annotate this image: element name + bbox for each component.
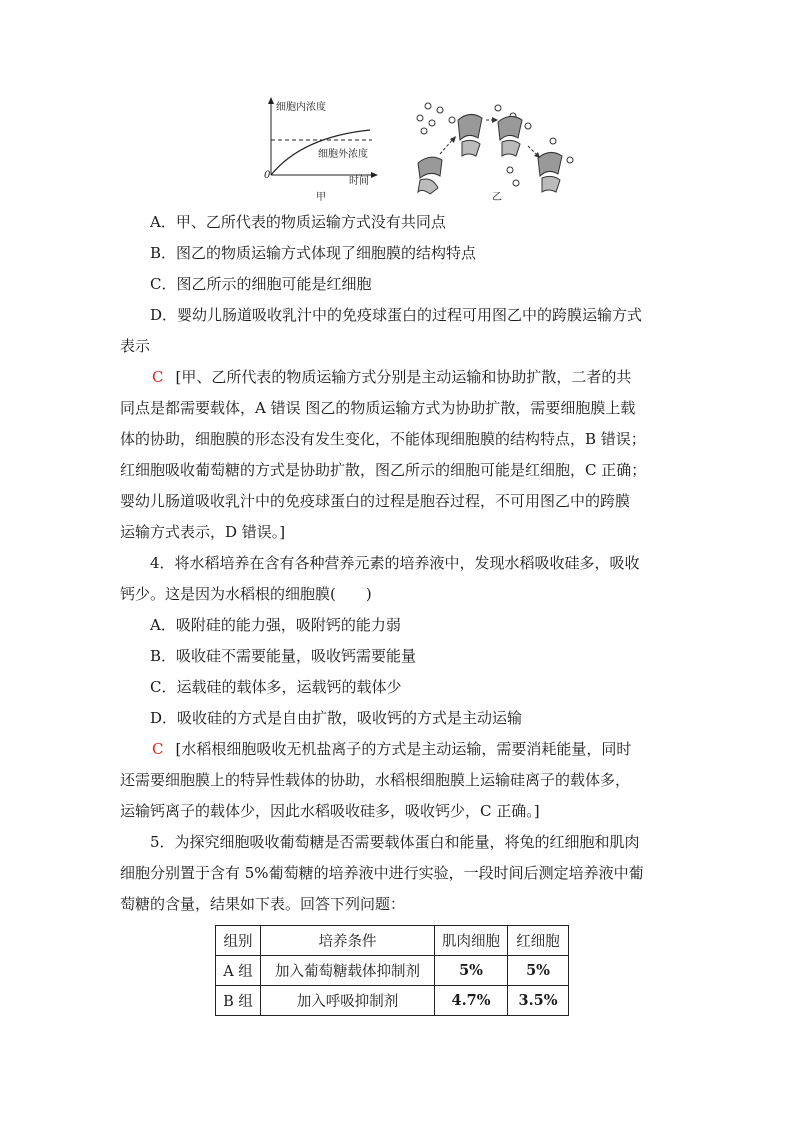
graph-ylabel: 细胞内浓度: [276, 102, 326, 113]
q5-stem: 萄糖的含量，结果如下表。回答下列问题：: [120, 895, 406, 913]
q3-option-c: C．图乙所示的细胞可能是红细胞: [150, 275, 372, 293]
q5-stem: 细胞分别置于含有 5%葡萄糖的培养液中进行实验，一段时间后测定培养液中葡: [120, 864, 644, 882]
q3-explanation-line: 体的协助，细胞膜的形态没有发生变化，不能体现细胞膜的结构特点，B 错误；: [120, 430, 646, 448]
table-cell: 4.7%: [435, 986, 508, 1016]
q3-answer-line: [152, 367, 631, 387]
q3-explanation-line: 红细胞吸收葡萄糖的方式是协助扩散，图乙所示的细胞可能是红细胞，C 正确；: [120, 461, 647, 479]
table-cell: 3.5%: [508, 986, 569, 1016]
q5-stem: 5．为探究细胞吸收葡萄糖是否需要载体蛋白和能量，将兔的红细胞和肌肉: [150, 833, 640, 851]
table-header-row: [216, 926, 569, 956]
q4-option-b: B．吸收硅不需要能量，吸收钙需要能量: [150, 647, 417, 665]
table-cell: 5%: [508, 956, 569, 986]
q4-answer: C: [152, 740, 164, 758]
q4-explanation-line: 还需要细胞膜上的特异性载体的协助，水稻根细胞膜上运输硅离子的载体多，: [120, 771, 631, 789]
q3-explanation-line: 婴幼儿肠道吸收乳汁中的免疫球蛋白的过程是胞吞过程，不可用图乙中的跨膜: [120, 492, 631, 510]
q3-explanation-line: 同点是都需要载体，A 错误 图乙的物质运输方式为协助扩散，需要细胞膜上载: [120, 399, 636, 417]
table-cell: A 组: [216, 956, 261, 986]
table-cell: 加入呼吸抑制剂: [261, 986, 435, 1016]
table-header-cell: 肌肉细胞: [435, 926, 508, 956]
results-table: [215, 925, 569, 1016]
table-header-cell: 培养条件: [261, 926, 435, 956]
table-cell: 加入葡萄糖载体抑制剂: [261, 956, 435, 986]
q4-explanation-line: 运输钙离子的载体少，因此水稻吸收硅多，吸收钙少，C 正确。]: [120, 802, 540, 820]
q3-option-d-cont: 表示: [120, 337, 151, 355]
q4-answer-line: [152, 739, 631, 759]
q3-option-d: D．婴幼儿肠道吸收乳汁中的免疫球蛋白的过程可用图乙中的跨膜运输方式: [150, 306, 643, 324]
q4-stem: 4．将水稻培养在含有各种营养元素的培养液中，发现水稻吸收硅多，吸收: [150, 554, 640, 572]
diagram-yi-carrier-proteins: [410, 98, 580, 198]
figure-caption-jia: 甲: [316, 192, 326, 203]
figure-caption-yi: 乙: [492, 192, 502, 203]
q4-option-d: D．吸收硅的方式是自由扩散，吸收钙的方式是主动运输: [150, 709, 523, 727]
q3-option-a: A．甲、乙所代表的物质运输方式没有共同点: [150, 213, 446, 231]
q4-explanation-line: [水稻根细胞吸收无机盐离子的方式是主动运输，需要消耗能量，同时: [175, 740, 632, 758]
q3-option-b: B．图乙的物质运输方式体现了细胞膜的结构特点: [150, 244, 477, 262]
graph-outside-label: 细胞外浓度: [318, 149, 368, 160]
q3-explanation-line: [甲、乙所代表的物质运输方式分别是主动运输和协助扩散，二者的共: [175, 368, 632, 386]
q4-stem: 钙少。这是因为水稻根的细胞膜( ): [120, 585, 372, 603]
table-row: [216, 986, 569, 1016]
q4-option-c: C．运载硅的载体多，运载钙的载体少: [150, 678, 402, 696]
graph-xlabel: 时间: [349, 176, 369, 187]
graph-origin: 0: [264, 170, 271, 181]
table-cell: B 组: [216, 986, 261, 1016]
q4-option-a: A．吸附硅的能力强，吸附钙的能力弱: [150, 616, 401, 634]
table-row: [216, 956, 569, 986]
q3-explanation-line: 运输方式表示，D 错误。]: [120, 523, 286, 541]
q3-answer: C: [152, 368, 164, 386]
table-header-cell: 红细胞: [508, 926, 569, 956]
table-header-cell: 组别: [216, 926, 261, 956]
table-cell: 5%: [435, 956, 508, 986]
